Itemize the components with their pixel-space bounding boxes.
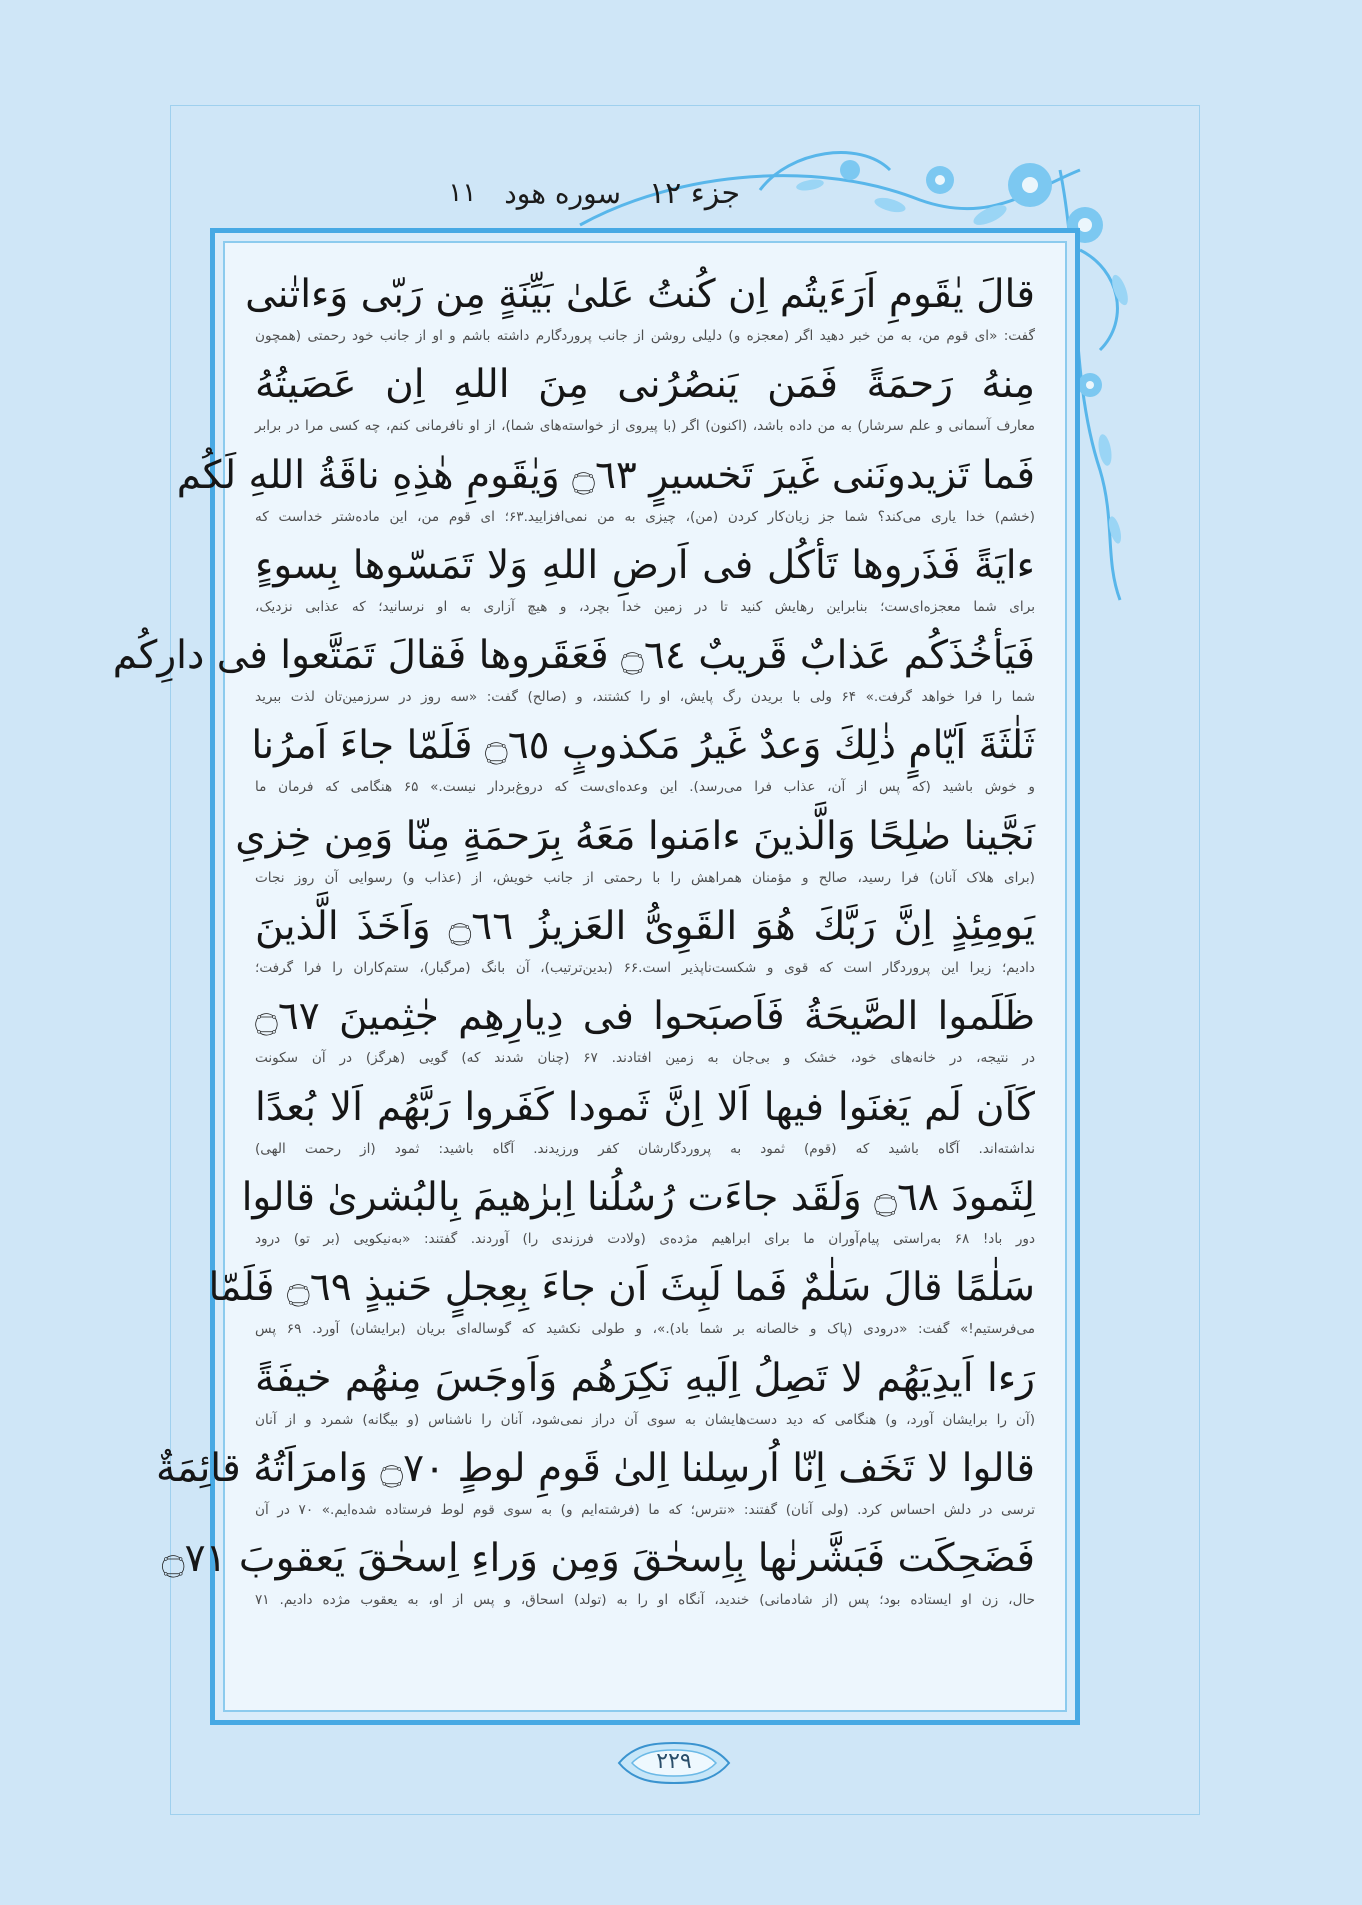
verse-line xyxy=(255,1349,1035,1439)
text-frame xyxy=(112,228,1080,1725)
verse-line xyxy=(255,897,1035,987)
arabic-text: فَيَأخُذَكُم عَذابٌ قَريبٌ ۝٦٤ فَعَقَروها فَقالَ تَمَتَّعوا فى دارِكُم xyxy=(112,633,1035,679)
translation-text: دادیم؛ زیرا این پروردگار است که قوی و شکست‌ناپذیر است.۶۶ (بدین‌ترتیب)، آن بانگ (مرگبار)، ستم‌کاران را فرا گرفت؛ xyxy=(255,960,1035,977)
arabic-text: قالَ يٰقَومِ اَرَءَيتُم اِن كُنتُ عَلىٰ بَيِّنَةٍ مِن رَبّى وَءاتٰنى xyxy=(245,272,1035,317)
translation-text: در نتیجه، در خانه‌های خود، خشک و بی‌جان به زمین افتادند. ۶۷ (چنان شدند که) گویی (هرگز) در آن سکونت xyxy=(255,1050,1035,1067)
translation-text: دور باد! ۶۸ به‌راستی پیام‌آوران ما برای ابراهیم مژده‌ی (ولادت فرزندی را) آوردند. گفتند: «به‌نیکویی (بر تو) درود xyxy=(255,1230,1035,1247)
verse-line xyxy=(241,1168,1035,1258)
verse-line xyxy=(255,355,1035,445)
arabic-text: ظَلَموا الصَّيحَةُ فَاَصبَحوا فى دِيارِهِم جٰثِمينَ ۝٦٧ xyxy=(255,994,1035,1040)
verse-line xyxy=(208,1258,1036,1348)
verse-line xyxy=(176,446,1035,536)
arabic-text: كَاَن لَم يَغنَوا فيها اَلا اِنَّ ثَمودا كَفَروا رَبَّهُم اَلا بُعدًا xyxy=(255,1084,1035,1130)
verse-line xyxy=(255,987,1035,1077)
verse-line xyxy=(161,1529,1035,1619)
translation-text: گفت: «ای قوم من، به من خبر دهید اگر (معجزه و) دلیلی روشن از جانب پروردگارم داشته باشم و او از جانب خود رحمتی (همچون xyxy=(255,328,1035,344)
verse-line xyxy=(251,716,1035,806)
arabic-text: لِثَمودَ ۝٦٨ وَلَقَد جاءَت رُسُلُنا اِبرٰهيمَ بِالبُشرىٰ قالوا xyxy=(241,1174,1035,1220)
translation-text: و خوش باشید (که پس از آن، عذاب فرا می‌رسد). این وعده‌ای‌ست که دروغ‌بردار نیست.» ۶۵ هنگامی که فرمان ما xyxy=(255,779,1035,796)
arabic-text: سَلٰمًا قالَ سَلٰمٌ فَما لَبِثَ اَن جاءَ بِعِجلٍ حَنيذٍ ۝٦٩ فَلَمّا xyxy=(208,1265,1035,1311)
translation-text: شما را فرا خواهد گرفت.» ۶۴ ولی با بریدن رگ پایش، او را کشتند، و (صالح) گفت: «سه روز در سرزمین‌تان لذت ببرید xyxy=(255,689,1035,706)
page-header xyxy=(380,168,740,218)
surah-name: سوره هود xyxy=(504,176,622,210)
translation-text: (آن را برایشان آورد، و) هنگامی که دید دست‌هایشان به سوی آن دراز نمی‌شود، آنان را ناشناس (و بیگانه) شمرد و از آنان xyxy=(255,1411,1035,1428)
arabic-text: فَما تَزيدونَنى غَيرَ تَخسيرٍ ۝٦٣ وَيٰقَومِ هٰذِهِ ناقَةُ اللهِ لَكُم xyxy=(176,452,1035,498)
page-number: ۲۲۹ xyxy=(656,1749,692,1774)
arabic-text: مِنهُ رَحمَةً فَمَن يَنصُرُنى مِنَ اللهِ اِن عَصَيتُهُ xyxy=(255,362,1035,408)
translation-text: ترسی در دلش احساس کرد. (ولی آنان) گفتند: «نترس؛ که ما (فرشته‌ایم و) به سوی قوم لوط فرستاده شده‌ایم.» ۷۰ در آن xyxy=(255,1501,1035,1518)
verse-line xyxy=(245,265,1035,355)
arabic-text: رَءا اَيدِيَهُم لا تَصِلُ اِلَيهِ نَكِرَهُم وَاَوجَسَ مِنهُم خيفَةً xyxy=(255,1355,1035,1401)
arabic-text: نَجَّينا صٰلِحًا وَالَّذينَ ءامَنوا مَعَهُ بِرَحمَةٍ مِنّا وَمِن خِزىِ xyxy=(235,813,1035,859)
translation-text: (خشم) خدا یاری می‌کند؟ شما جز زیان‌کار کردن (من)، چیزی به من نمی‌افزایید.۶۳؛ ای قوم من، این ماده‌شتر خداست که xyxy=(255,508,1035,525)
arabic-text: ثَلٰثَةَ اَيّامٍ ذٰلِكَ وَعدٌ غَيرُ مَكذوبٍ ۝٦٥ فَلَمّا جاءَ اَمرُنا xyxy=(251,723,1035,769)
arabic-text: فَضَحِكَت فَبَشَّرنٰها بِاِسحٰقَ وَمِن وَراءِ اِسحٰقَ يَعقوبَ ۝٧١ xyxy=(161,1536,1035,1582)
translation-text: معارف آسمانی و علم سرشار) به من داده باشد، (اکنون) اگر (با پیروی از خواسته‌های شما)، از او نافرمانی کنم، چه کسی مرا در برابر xyxy=(255,418,1035,435)
verse-line xyxy=(235,807,1035,897)
arabic-text: ءايَةً فَذَروها تَأكُل فى اَرضِ اللهِ وَلا تَمَسّوها بِسوءٍ xyxy=(255,542,1035,588)
translation-text: نداشته‌اند. آگاه باشید که (قوم) ثمود به پروردگارشان کفر ورزیدند. آگاه باشید: ثمود (از رحمت الهی) xyxy=(255,1140,1035,1157)
translation-text: می‌فرستیم!» گفت: «درودی (پاک و خالصانه بر شما باد).»، و طولی نکشید که گوساله‌ای بریان (برایشان) آورد. ۶۹ پس xyxy=(255,1321,1036,1338)
surah-number: ۱۱ xyxy=(448,178,477,208)
verse-line xyxy=(255,536,1035,626)
verse-line xyxy=(255,1078,1035,1168)
arabic-text: يَومِئِذٍ اِنَّ رَبَّكَ هُوَ القَوِىُّ العَزيزُ ۝٦٦ وَاَخَذَ الَّذينَ xyxy=(255,904,1035,950)
translation-text: (برای هلاک آنان) فرا رسید، صالح و مؤمنان همراهش را با رحمتی از جانب خویش، از (عذاب و) رسوایی آن روز نجات xyxy=(255,869,1035,886)
translation-text: حال، زن او ایستاده بود؛ پس (از شادمانی) خندید، آنگاه او را به (تولد) اسحاق، و پس از او، به یعقوب مژده دادیم. ۷۱ xyxy=(255,1592,1035,1609)
page-number-badge xyxy=(614,1740,734,1786)
verses-area xyxy=(112,241,1067,1712)
verse-line xyxy=(112,626,1035,716)
juz-label: جزء ۱۲ xyxy=(649,175,740,211)
translation-text: برای شما معجزه‌ای‌ست؛ بنابراین رهایش کنید تا در زمین خدا بچرد، و هیچ آزاری به او نرسانید؛ که عذابی نزدیک، xyxy=(255,598,1035,615)
verse-line xyxy=(155,1439,1035,1529)
arabic-text: قالوا لا تَخَف اِنّا اُرسِلنا اِلىٰ قَومِ لوطٍ ۝٧٠ وَامرَاَتُهُ قائِمَةٌ xyxy=(155,1445,1035,1491)
